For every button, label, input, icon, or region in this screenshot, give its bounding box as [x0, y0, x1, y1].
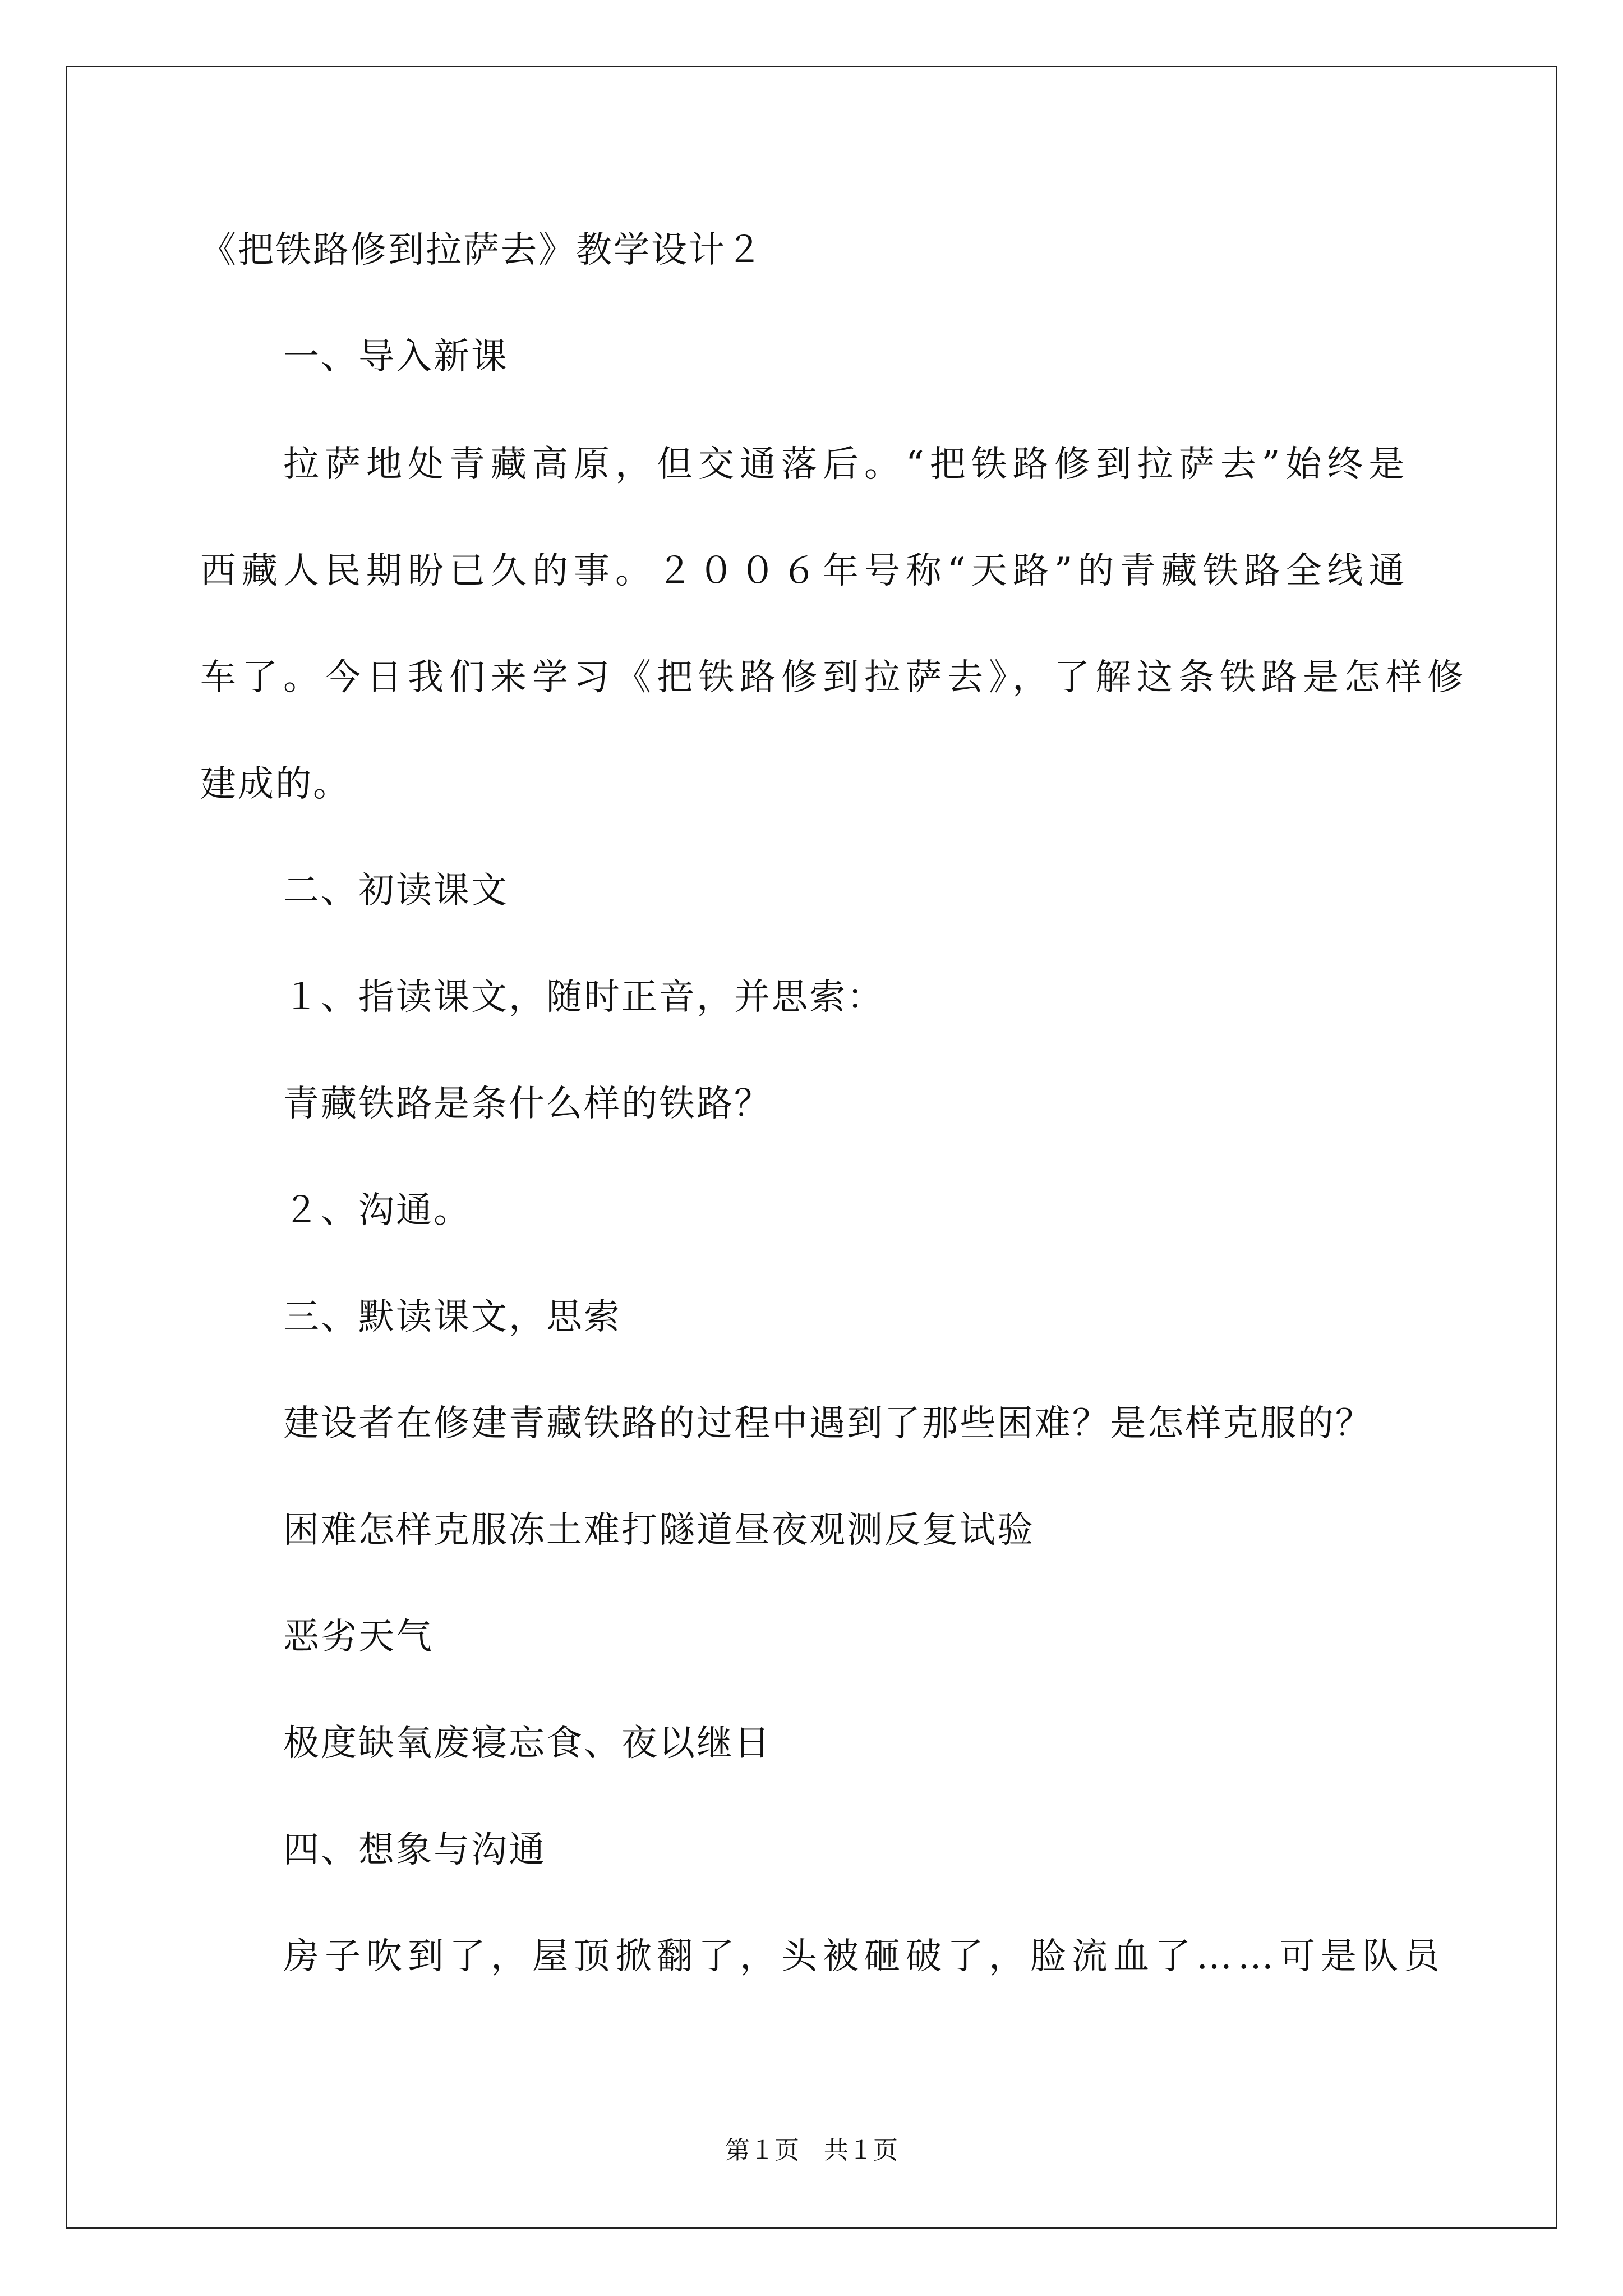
paragraph-line: 恶劣天气	[283, 1616, 434, 1658]
paragraph-line: 困难怎样克服冻土难打隧道昼夜观测反复试验	[283, 1510, 1035, 1551]
paragraph-line: 拉萨地处青藏高原，但交通落后。“把铁路修到拉萨去”始终是	[283, 444, 1410, 485]
paragraph-line: 青藏铁路是条什么样的铁路？	[283, 1083, 772, 1125]
document-title: 《把铁路修到拉萨去》教学设计２	[200, 229, 764, 271]
section-heading: 三、默读课文，思索	[283, 1296, 621, 1338]
paragraph-line: 建成的。	[200, 763, 351, 805]
paragraph-line: 房子吹到了，屋顶掀翻了，头被砸破了，脸流血了……可是队员	[283, 1936, 1445, 1977]
paragraph-line: 极度缺氧废寝忘食、夜以继日	[283, 1723, 772, 1764]
section-heading: 二、初读课文	[283, 870, 509, 912]
section-heading: 四、想象与沟通	[283, 1829, 546, 1871]
paragraph-line: 车了。今日我们来学习《把铁路修到拉萨去》，了解这条铁路是怎样修	[200, 657, 1469, 698]
list-item: １、指读课文，随时正音，并思索：	[283, 977, 884, 1018]
section-heading: 一、导入新课	[283, 336, 509, 378]
paragraph-line: 西藏人民期盼已久的事。２００６年号称“天路”的青藏铁路全线通	[200, 550, 1410, 592]
list-item: ２、沟通。	[283, 1190, 471, 1231]
page-footer: 第１页 共１页	[725, 2136, 898, 2165]
paragraph-line: 建设者在修建青藏铁路的过程中遇到了那些困难？是怎样克服的？	[283, 1403, 1373, 1444]
page-border	[66, 66, 1557, 2229]
